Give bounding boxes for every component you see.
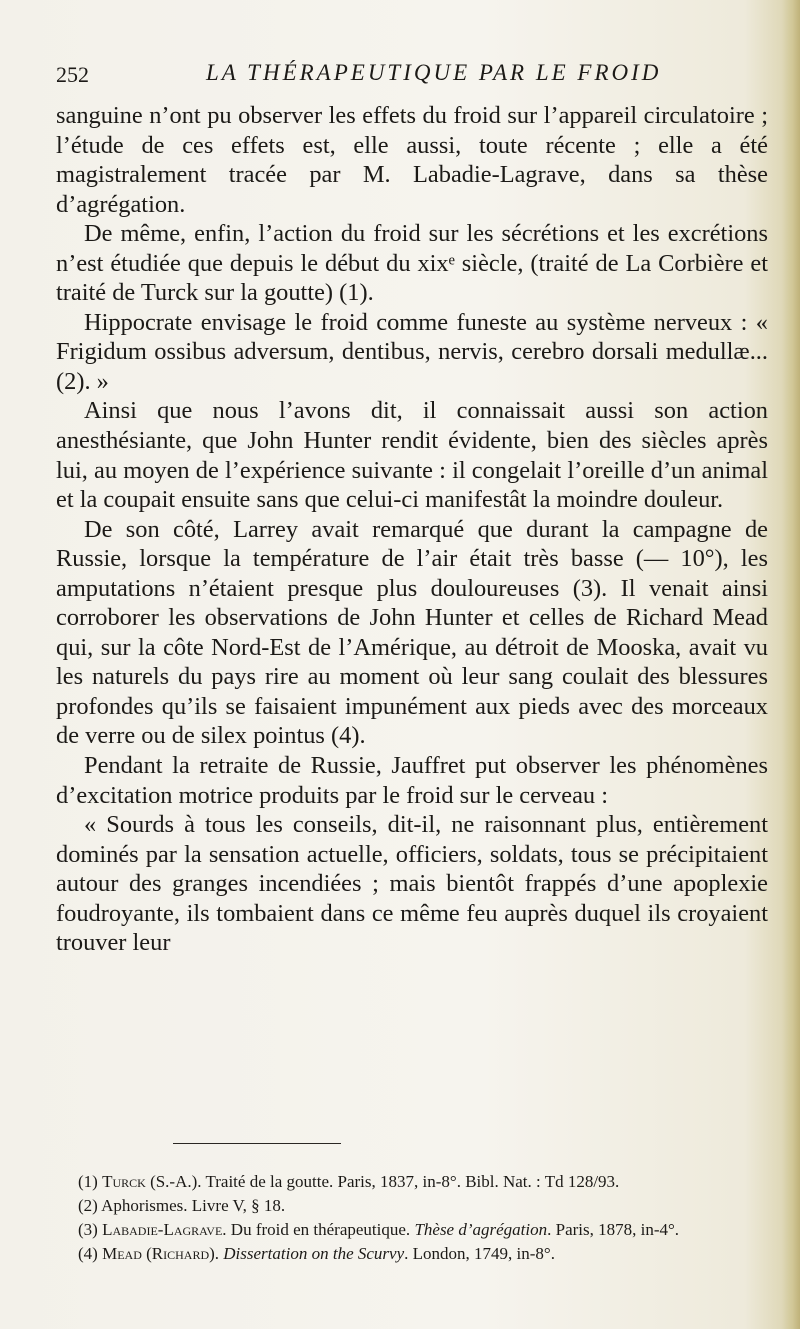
- paragraph: sanguine n’ont pu observer les effets du froid sur l’appareil circulatoire ; l’étude de ces effets est, elle aussi, toute récente ; elle a été magistralement tracée par M. Labadie-Lagrave, dans sa thèse d’agrégation.: [56, 102, 768, 218]
- paragraph: De même, enfin, l’action du froid sur les sécrétions et les excrétions n’est étudiée que depuis le début du xixᵉ siècle, (traité de La Corbière et traité de Turck sur la goutte) (1).: [56, 220, 768, 307]
- footnotes: [56, 1170, 761, 1266]
- footnote: [56, 1242, 761, 1266]
- paragraph: Hippocrate envisage le froid comme funeste au système nerveux : « Frigidum ossibus adversum, dentibus, nervis, cerebro dorsali medullæ... (2). »: [56, 308, 768, 395]
- footnote-author: Mead (Richard): [102, 1244, 215, 1263]
- footnote-divider: [173, 1143, 341, 1144]
- paragraph: De son côté, Larrey avait remarqué que durant la campagne de Russie, lorsque la température de l’air était très basse (— 10°), les amputations n’étaient presque plus douloureuses (3). Il venait ainsi corroborer les observations de John Hunter et celles de Richard Mead qui, sur la côte Nord-Est de l’Amérique, au détroit de Mooska, avait vu les naturels du pays rire au moment où leur sang coulait des blessures profondes qu’ils se faisaient impunément aux pieds avec des morceaux de verre ou de silex pointus (4).: [56, 515, 768, 750]
- footnote-text: . Paris, 1878, in-4°.: [547, 1220, 680, 1239]
- footnote: [56, 1170, 761, 1194]
- footnote-number: (2): [78, 1196, 98, 1215]
- footnote-title: Thèse d’agrégation: [414, 1220, 548, 1239]
- footnote-text: (S.-A.). Traité de la goutte. Paris, 1837, in-8°. Bibl. Nat. : Td 128/93.: [145, 1172, 620, 1191]
- paragraph: Ainsi que nous l’avons dit, il connaissait aussi son action anesthésiante, que John Hunter rendit évidente, bien des siècles après lui, au moyen de l’expérience suivante : il congelait l’oreille d’un animal et la coupait ensuite sans que celui-ci manifestât la moindre douleur.: [56, 397, 768, 514]
- footnote-author: Labadie-Lagrave: [102, 1220, 223, 1239]
- running-title: LA THÉRAPEUTIQUE PAR LE FROID: [206, 60, 662, 85]
- footnote-number: (1): [78, 1172, 98, 1191]
- footnote-text: . London, 1749, in-8°.: [404, 1244, 555, 1263]
- footnote-text: . Du froid en thérapeutique.: [222, 1220, 415, 1239]
- footnote: [56, 1218, 761, 1242]
- paragraph: « Sourds à tous les conseils, dit-il, ne raisonnant plus, entièrement dominés par la sensation actuelle, officiers, soldats, tous se précipitaient autour des granges incendiées ; mais bientôt frappés d’une apoplexie foudroyante, ils tombaient dans ce même feu auprès duquel ils croyaient trouver leur: [56, 811, 768, 957]
- footnote-text: .: [214, 1244, 224, 1263]
- body-text: [56, 101, 768, 958]
- footnote-text: Aphorismes. Livre V, § 18.: [97, 1196, 286, 1215]
- page-header: [56, 60, 746, 90]
- footnote-number: (4): [78, 1244, 98, 1263]
- paragraph: Pendant la retraite de Russie, Jauffret put observer les phénomènes d’excitation motrice produits par le froid sur le cerveau :: [56, 752, 768, 809]
- page-number: 252: [56, 62, 89, 87]
- footnote-number: (3): [78, 1220, 98, 1239]
- footnote: [56, 1194, 761, 1218]
- footnote-title: Dissertation on the Scurvy: [223, 1244, 405, 1263]
- page-edge-shadow: [782, 0, 800, 1329]
- footnote-author: Turck: [102, 1172, 146, 1191]
